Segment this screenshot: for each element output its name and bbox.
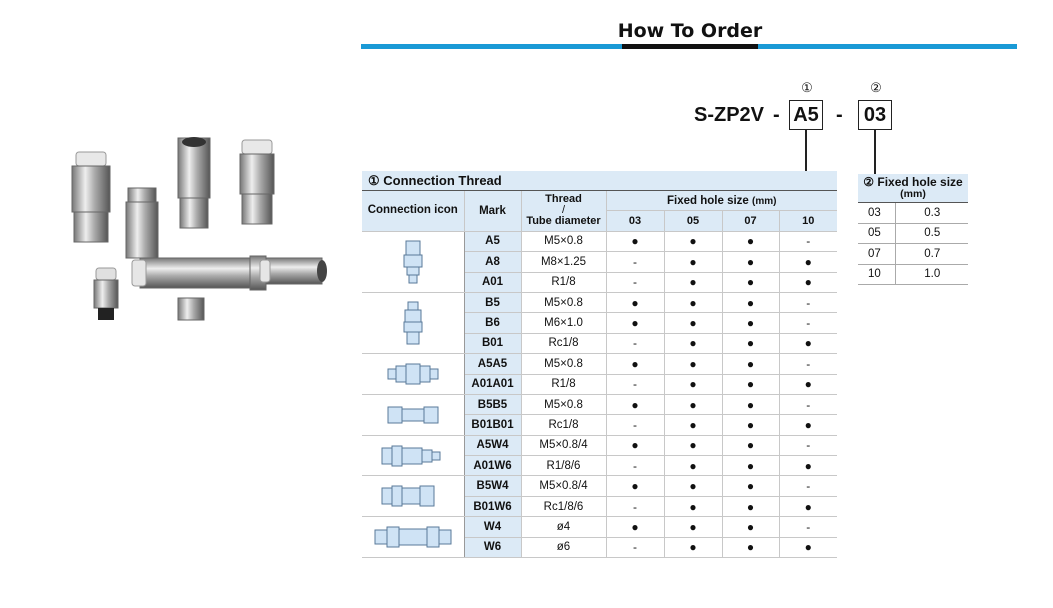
- availability-cell: -: [779, 394, 837, 414]
- mark-cell: A01W6: [464, 456, 521, 476]
- availability-cell: ●: [664, 496, 722, 516]
- availability-cell: ●: [664, 476, 722, 496]
- thread-cell: M5×0.8: [521, 354, 606, 374]
- col-thread-slash: /: [561, 204, 566, 217]
- table-row: [362, 435, 837, 455]
- availability-cell: ●: [722, 394, 779, 414]
- availability-cell: ●: [722, 517, 779, 537]
- availability-cell: -: [606, 496, 664, 516]
- connection-thread-table: [362, 171, 837, 558]
- availability-cell: ●: [606, 476, 664, 496]
- tube-tube-icon: [362, 517, 464, 558]
- table-row: [362, 476, 837, 496]
- code-dash-2: -: [836, 104, 843, 126]
- availability-cell: -: [606, 333, 664, 353]
- availability-cell: ●: [664, 231, 722, 251]
- availability-cell: ●: [779, 415, 837, 435]
- availability-cell: ●: [722, 313, 779, 333]
- table-row: [362, 292, 837, 312]
- availability-cell: ●: [664, 517, 722, 537]
- col-thread-bottom: Tube diameter: [526, 215, 601, 228]
- availability-cell: ●: [664, 272, 722, 292]
- mark-cell: A5: [464, 231, 521, 251]
- thread-cell: ø6: [521, 537, 606, 557]
- thread-cell: M8×1.25: [521, 252, 606, 272]
- hole-row: [858, 264, 968, 285]
- availability-cell: ●: [606, 292, 664, 312]
- hole-code: 10: [858, 264, 896, 285]
- availability-cell: -: [606, 456, 664, 476]
- thread-cell: Rc1/8: [521, 415, 606, 435]
- code-part-thread: A5: [789, 100, 823, 130]
- thread-cell: M6×1.0: [521, 313, 606, 333]
- availability-cell: -: [779, 292, 837, 312]
- thread-cell: M5×0.8/4: [521, 476, 606, 496]
- availability-cell: ●: [779, 333, 837, 353]
- hole-row: [858, 223, 968, 244]
- hole-size: 0.3: [896, 203, 968, 224]
- availability-cell: ●: [664, 292, 722, 312]
- mark-cell: B01: [464, 333, 521, 353]
- col-size-07: 07: [722, 211, 779, 231]
- col-fixed-hole-unit: (mm): [752, 195, 777, 207]
- availability-cell: ●: [722, 456, 779, 476]
- availability-cell: -: [606, 252, 664, 272]
- hole-size: 0.5: [896, 223, 968, 244]
- page-title: How To Order: [617, 20, 763, 42]
- table-row: [362, 394, 837, 414]
- mark-cell: B01B01: [464, 415, 521, 435]
- availability-cell: ●: [779, 374, 837, 394]
- col-size-10: 10: [779, 211, 837, 231]
- availability-cell: -: [779, 476, 837, 496]
- availability-cell: ●: [779, 456, 837, 476]
- col-size-03: 03: [606, 211, 664, 231]
- availability-cell: -: [606, 537, 664, 557]
- thread-cell: Rc1/8/6: [521, 496, 606, 516]
- availability-cell: ●: [722, 496, 779, 516]
- code-part-hole: 03: [858, 100, 892, 130]
- single-male-icon: [362, 292, 464, 353]
- thread-cell: M5×0.8/4: [521, 435, 606, 455]
- mark-cell: B5: [464, 292, 521, 312]
- col-mark: Mark: [464, 191, 521, 232]
- hole-row: [858, 244, 968, 265]
- thread-cell: M5×0.8: [521, 292, 606, 312]
- col-connection-icon: Connection icon: [362, 191, 464, 232]
- availability-cell: ●: [664, 537, 722, 557]
- double-male-icon: [362, 354, 464, 395]
- hole-code: 03: [858, 203, 896, 224]
- mark-cell: A01: [464, 272, 521, 292]
- thread-cell: ø4: [521, 517, 606, 537]
- hole-code: 07: [858, 244, 896, 265]
- availability-cell: ●: [664, 252, 722, 272]
- product-photo: [60, 130, 340, 330]
- col-size-05: 05: [664, 211, 722, 231]
- mark-cell: A01A01: [464, 374, 521, 394]
- availability-cell: ●: [722, 292, 779, 312]
- availability-cell: -: [606, 374, 664, 394]
- thread-cell: R1/8/6: [521, 456, 606, 476]
- leader-line-1: [805, 130, 807, 171]
- thread-cell: Rc1/8: [521, 333, 606, 353]
- availability-cell: ●: [664, 333, 722, 353]
- availability-cell: ●: [606, 435, 664, 455]
- availability-cell: ●: [606, 354, 664, 374]
- availability-cell: ●: [722, 333, 779, 353]
- col-fixed-hole-label: Fixed hole size: [667, 194, 749, 207]
- availability-cell: -: [606, 415, 664, 435]
- col-thread-top: Thread: [545, 193, 582, 206]
- availability-cell: ●: [664, 374, 722, 394]
- availability-cell: ●: [722, 374, 779, 394]
- availability-cell: -: [779, 231, 837, 251]
- availability-cell: -: [779, 517, 837, 537]
- code-dash-1: -: [773, 104, 780, 126]
- mark-cell: A5W4: [464, 435, 521, 455]
- hole-code: 05: [858, 223, 896, 244]
- code-prefix: S-ZP2V: [694, 104, 765, 126]
- availability-cell: ●: [722, 272, 779, 292]
- availability-cell: ●: [779, 537, 837, 557]
- availability-cell: ●: [664, 354, 722, 374]
- table-row: [362, 231, 837, 251]
- mark-cell: A5A5: [464, 354, 521, 374]
- mark-cell: B01W6: [464, 496, 521, 516]
- table-row: [362, 354, 837, 374]
- availability-cell: ●: [664, 394, 722, 414]
- availability-cell: ●: [664, 415, 722, 435]
- hole-row: [858, 203, 968, 224]
- thread-cell: M5×0.8: [521, 394, 606, 414]
- availability-cell: ●: [664, 456, 722, 476]
- availability-cell: ●: [606, 313, 664, 333]
- availability-cell: -: [779, 435, 837, 455]
- table-row: [362, 517, 837, 537]
- single-female-icon: [362, 231, 464, 292]
- availability-cell: ●: [722, 252, 779, 272]
- double-female-icon: [362, 394, 464, 435]
- mark-cell: B5B5: [464, 394, 521, 414]
- hole-table-title: [858, 174, 968, 203]
- availability-cell: ●: [722, 415, 779, 435]
- col-thread: [521, 191, 606, 232]
- hole-table-unit: (mm): [900, 188, 926, 200]
- availability-cell: ●: [606, 231, 664, 251]
- availability-cell: ●: [664, 435, 722, 455]
- leader-line-2: [874, 130, 876, 174]
- code-marker-2: ②: [870, 80, 882, 95]
- male-tube-icon: [362, 435, 464, 476]
- mark-cell: B5W4: [464, 476, 521, 496]
- hole-table-title-text: ② Fixed hole size: [863, 175, 963, 189]
- mark-cell: W6: [464, 537, 521, 557]
- availability-cell: ●: [722, 537, 779, 557]
- availability-cell: ●: [606, 394, 664, 414]
- title-underline-accent: [622, 44, 758, 49]
- mark-cell: A8: [464, 252, 521, 272]
- female-tube-icon: [362, 476, 464, 517]
- hole-size: 1.0: [896, 264, 968, 285]
- availability-cell: -: [606, 272, 664, 292]
- availability-cell: ●: [722, 476, 779, 496]
- thread-cell: M5×0.8: [521, 231, 606, 251]
- availability-cell: -: [779, 313, 837, 333]
- section-title: ① Connection Thread: [362, 171, 837, 191]
- mark-cell: W4: [464, 517, 521, 537]
- col-fixed-hole: [606, 191, 837, 211]
- thread-cell: R1/8: [521, 272, 606, 292]
- availability-cell: ●: [722, 435, 779, 455]
- availability-cell: ●: [664, 313, 722, 333]
- code-marker-1: ①: [801, 80, 813, 95]
- availability-cell: -: [779, 354, 837, 374]
- availability-cell: ●: [779, 272, 837, 292]
- availability-cell: ●: [779, 252, 837, 272]
- availability-cell: ●: [779, 496, 837, 516]
- availability-cell: ●: [722, 231, 779, 251]
- fixed-hole-table: [858, 174, 968, 285]
- mark-cell: B6: [464, 313, 521, 333]
- thread-cell: R1/8: [521, 374, 606, 394]
- hole-size: 0.7: [896, 244, 968, 265]
- availability-cell: ●: [606, 517, 664, 537]
- availability-cell: ●: [722, 354, 779, 374]
